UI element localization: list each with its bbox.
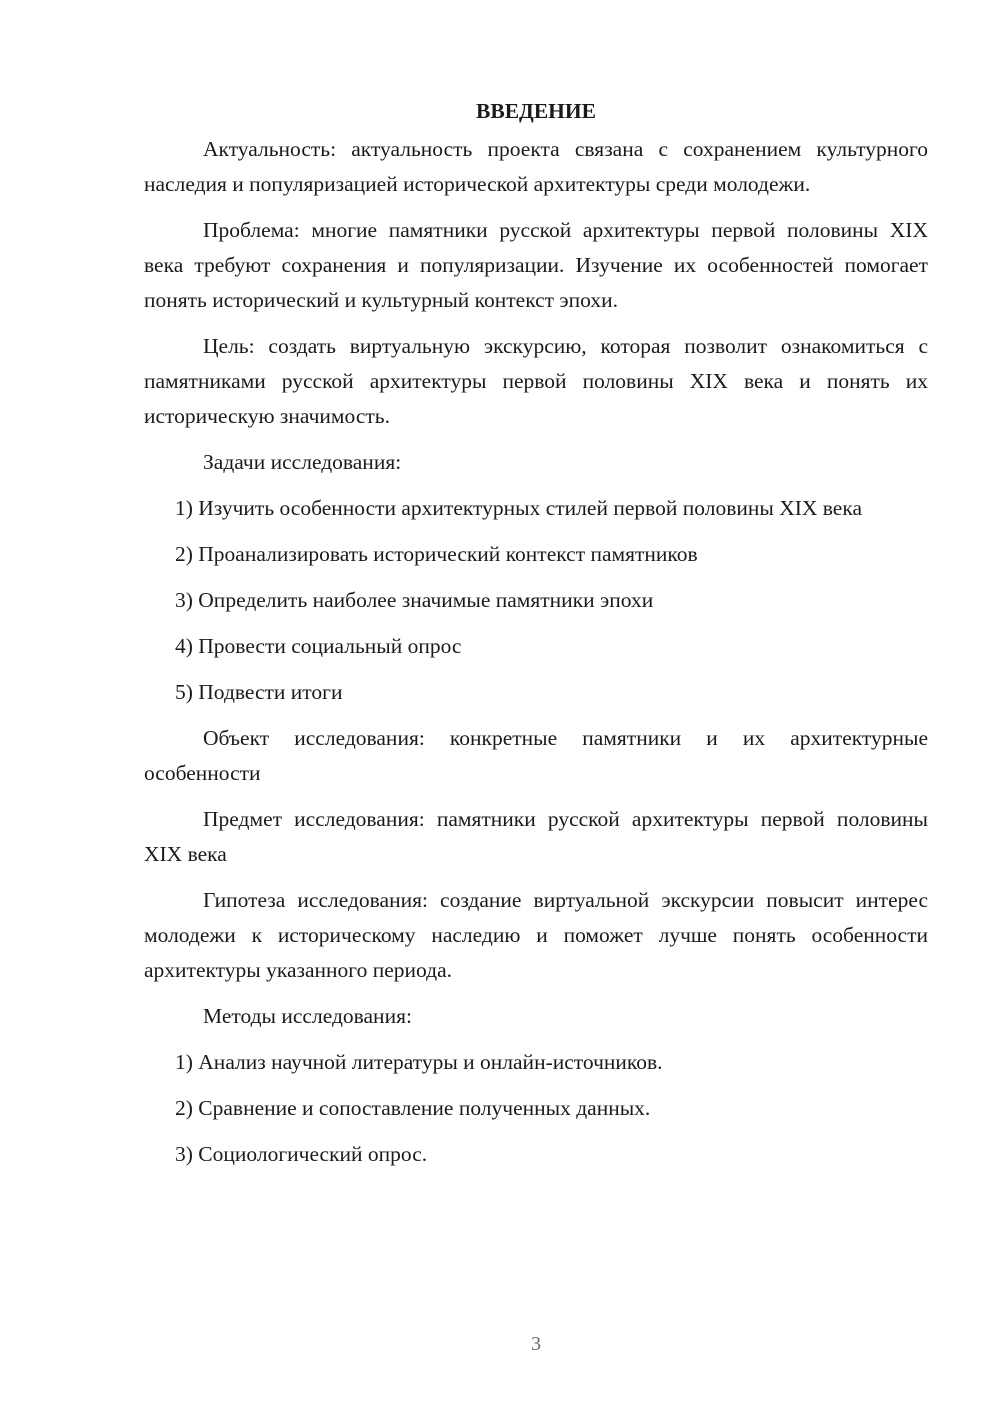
- method-item: 3) Социологический опрос.: [175, 1142, 428, 1166]
- problem-paragraph: Проблема: многие памятники русской архитектуры первой половины XIX века требуют сохранения и популяризации. Изучение их особенностей помогает понять исторический и культурный контекст эпохи.: [144, 218, 928, 312]
- task-item: 4) Провести социальный опрос: [175, 634, 462, 658]
- relevance-paragraph: Актуальность: актуальность проекта связана с сохранением культурного наследия и популяризацией исторической архитектуры среди молодежи.: [144, 137, 928, 196]
- tasks-heading: Задачи исследования:: [203, 450, 402, 474]
- subject-paragraph: Предмет исследования: памятники русской архитектуры первой половины XIX века: [144, 807, 928, 866]
- task-item: 1) Изучить особенности архитектурных стилей первой половины XIX века: [175, 496, 863, 520]
- method-item: 2) Сравнение и сопоставление полученных данных.: [175, 1096, 651, 1120]
- task-item: 2) Проанализировать исторический контекст памятников: [175, 542, 698, 566]
- section-title: ВВЕДЕНИЕ: [476, 99, 596, 123]
- method-item: 1) Анализ научной литературы и онлайн-источников.: [175, 1050, 663, 1074]
- methods-heading: Методы исследования:: [203, 1004, 412, 1028]
- task-item: 3) Определить наиболее значимые памятники эпохи: [175, 588, 654, 612]
- document-page: [144, 96, 928, 1183]
- goal-paragraph: Цель: создать виртуальную экскурсию, которая позволит ознакомиться с памятниками русской архитектуры первой половины XIX века и понять их историческую значимость.: [144, 334, 928, 428]
- hypothesis-paragraph: Гипотеза исследования: создание виртуальной экскурсии повысит интерес молодежи к историческому наследию и поможет лучше понять особенности архитектуры указанного периода.: [144, 888, 928, 982]
- object-paragraph: Объект исследования: конкретные памятники и их архитектурные особенности: [144, 726, 928, 785]
- page-number: 3: [531, 1333, 541, 1355]
- task-item: 5) Подвести итоги: [175, 680, 343, 704]
